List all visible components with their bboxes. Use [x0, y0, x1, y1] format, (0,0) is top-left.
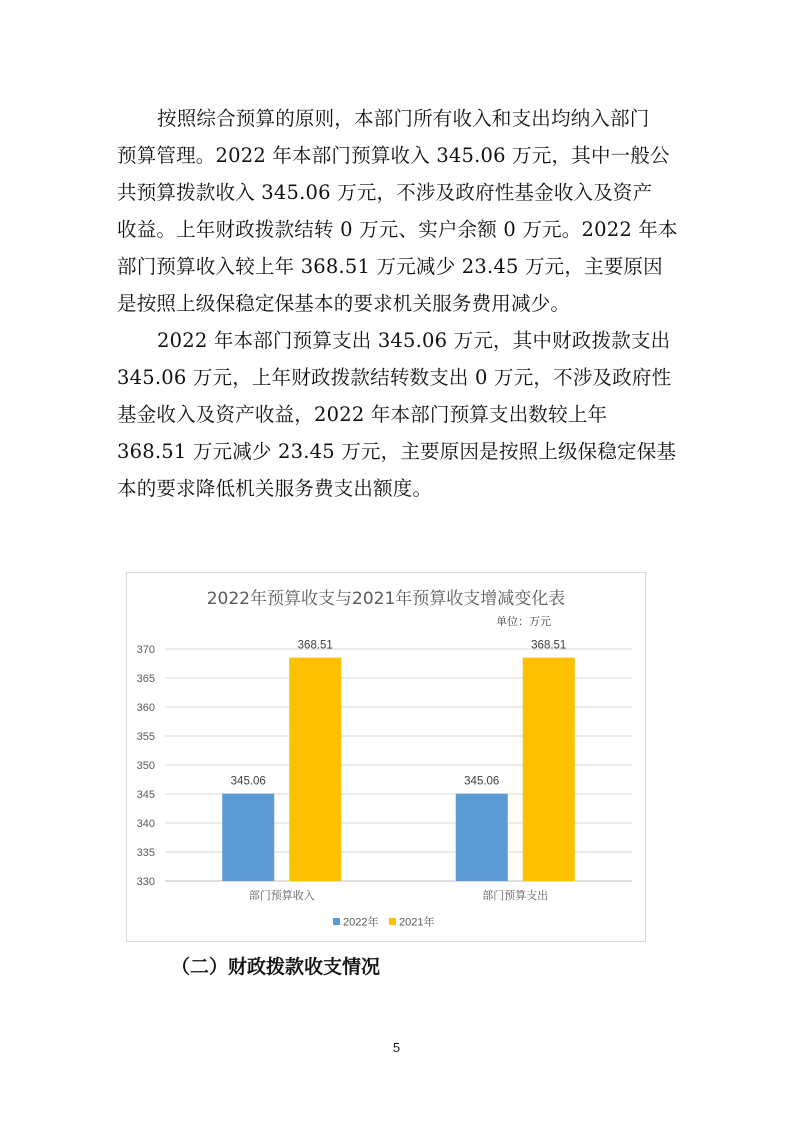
legend-label: 2022年 [343, 916, 379, 929]
data-label: 368.51 [297, 639, 333, 652]
y-axis-ticks [137, 644, 155, 888]
bar-2022 [456, 794, 508, 881]
chart-legend [333, 915, 434, 929]
y-tick-label: 335 [136, 847, 155, 859]
text-line: 基金收入及资产收益，2022 年本部门预算支出数较上年 [117, 403, 608, 426]
legend-swatch [389, 918, 396, 925]
text-line: 按照综合预算的原则，本部门所有收入和支出均纳入部门 [157, 107, 650, 130]
y-tick-label: 370 [136, 644, 155, 656]
text-line: 是按照上级保稳定保基本的要求机关服务费用减少。 [117, 292, 571, 315]
text-line: 预算管理。2022 年本部门预算收入 345.06 万元，其中一般公 [117, 144, 670, 167]
category-label: 部门预算支出 [482, 889, 549, 902]
x-axis-categories [249, 888, 549, 902]
chart-unit-label: 单位：万元 [496, 615, 551, 628]
data-label: 345.06 [230, 775, 266, 788]
chart-bars [222, 658, 575, 881]
text-line: 本的要求降低机关服务费支出额度。 [117, 477, 433, 500]
category-label: 部门预算收入 [248, 889, 315, 902]
y-tick-label: 330 [136, 876, 155, 888]
chart-canvas [127, 573, 645, 941]
bar-2022 [222, 794, 274, 881]
y-tick-label: 345 [136, 789, 155, 801]
y-tick-label: 340 [136, 818, 155, 830]
chart-title: 2022年预算收支与2021年预算收支增减变化表 [206, 589, 566, 609]
text-line: 2022 年本部门预算支出 345.06 万元，其中财政拨款支出 [157, 329, 671, 352]
text-line: 345.06 万元，上年财政拨款结转数支出 0 万元，不涉及政府性 [117, 366, 672, 389]
budget-comparison-chart [126, 572, 646, 942]
y-tick-label: 350 [136, 760, 155, 772]
bar-2021 [289, 658, 341, 881]
bar-2021 [523, 658, 575, 881]
y-tick-label: 365 [136, 673, 155, 685]
data-label: 345.06 [464, 775, 500, 788]
legend-label: 2021年 [399, 916, 435, 929]
section-heading: （二）财政拨款收支情况 [171, 956, 381, 978]
data-label: 368.51 [531, 639, 567, 652]
text-line: 368.51 万元减少 23.45 万元，主要原因是按照上级保稳定保基 [117, 440, 677, 463]
y-tick-label: 360 [136, 702, 155, 714]
text-line: 收益。上年财政拨款结转 0 万元、实户余额 0 万元。2022 年本 [117, 218, 678, 241]
y-tick-label: 355 [136, 731, 155, 743]
paragraph-expenditure [117, 322, 677, 507]
text-line: 共预算拨款收入 345.06 万元，不涉及政府性基金收入及资产 [117, 181, 653, 204]
legend-swatch [333, 918, 340, 925]
paragraph-revenue [117, 100, 677, 322]
page-number: 5 [392, 1040, 401, 1055]
text-line: 部门预算收入较上年 368.51 万元减少 23.45 万元，主要原因 [117, 255, 663, 278]
